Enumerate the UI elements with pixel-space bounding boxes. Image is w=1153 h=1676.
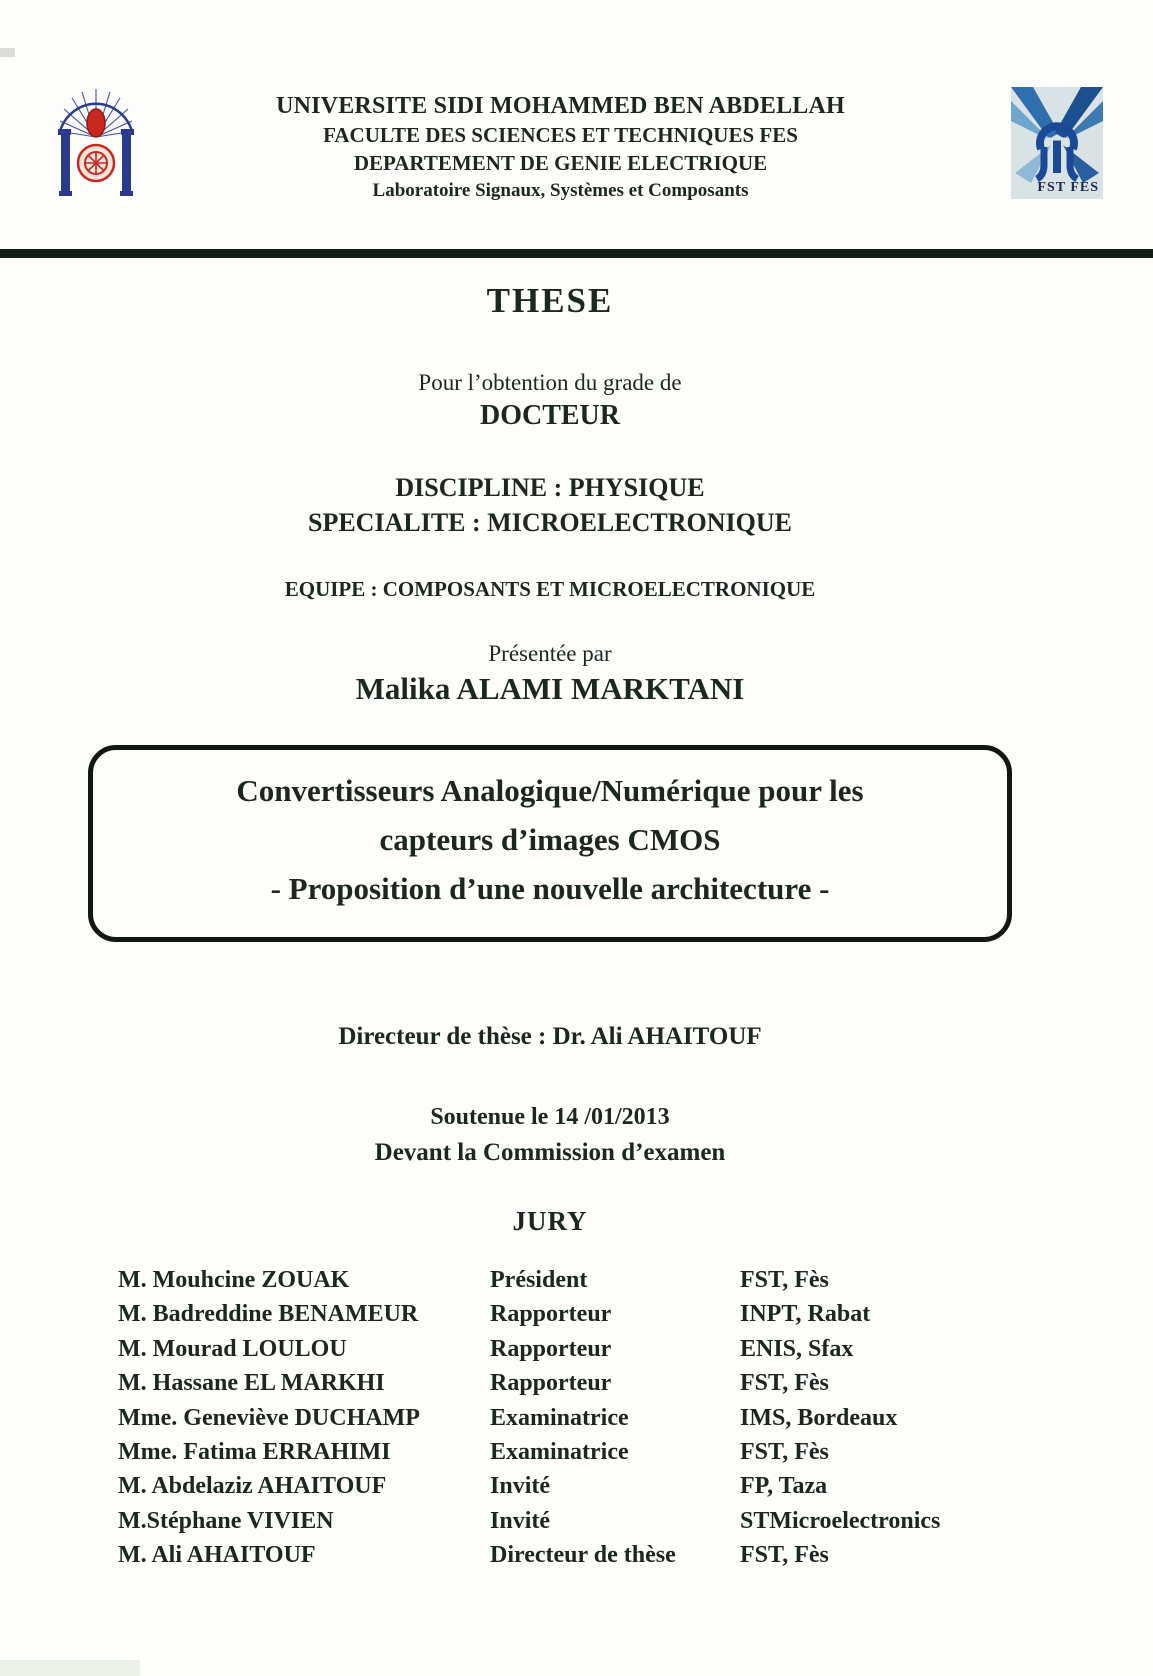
laboratory-name: Laboratoire Signaux, Systèmes et Composants: [372, 180, 749, 201]
thesis-title-line: Convertisseurs Analogique/Numérique pour les: [236, 773, 864, 808]
author-name: Malika ALAMI MARKTANI: [355, 671, 745, 706]
thesis-title-line: capteurs d’images CMOS: [379, 822, 721, 857]
grade: DOCTEUR: [479, 400, 620, 431]
jury-member-affiliation: STMicroelectronics: [740, 1507, 941, 1534]
thesis-heading: THESE: [486, 281, 614, 320]
jury-member-role: Invité: [490, 1473, 550, 1500]
jury-member-role: Examinatrice: [490, 1404, 629, 1431]
jury-member-role: Rapporteur: [490, 1301, 612, 1328]
thesis-title-line: - Proposition d’une nouvelle architecture -: [270, 871, 830, 906]
jury-member-name: Mme. Fatima ERRAHIMI: [118, 1439, 391, 1466]
presented-by-label: Présentée par: [488, 641, 612, 666]
institution-block: [140, 85, 1011, 202]
specialty-line: SPECIALITE : MICROELECTRONIQUE: [308, 508, 792, 537]
fst-fes-logo-icon: [1011, 87, 1103, 199]
team-line: EQUIPE : COMPOSANTS ET MICROELECTRONIQUE: [284, 577, 816, 601]
jury-heading: JURY: [512, 1206, 588, 1236]
university-emblem-icon: [52, 85, 140, 203]
jury-member-name: M. Mouhcine ZOUAK: [118, 1267, 350, 1293]
department-name: DEPARTEMENT DE GENIE ELECTRIQUE: [353, 151, 768, 175]
grade-intro: Pour l’obtention du grade de: [418, 370, 682, 395]
jury-member-name: Mme. Geneviève DUCHAMP: [118, 1404, 420, 1431]
jury-member-name: M. Mourad LOULOU: [118, 1335, 347, 1362]
jury-member-role: Rapporteur: [490, 1370, 612, 1397]
fst-fes-logo-caption: FST FES: [1037, 180, 1099, 195]
header-separator-rule: [0, 249, 1153, 258]
jury-member-affiliation: IMS, Bordeaux: [740, 1404, 898, 1431]
thesis-title-box: [88, 745, 1012, 942]
jury-member-name: M. Abdelaziz AHAITOUF: [118, 1473, 387, 1500]
discipline-line: DISCIPLINE : PHYSIQUE: [395, 473, 705, 502]
jury-member-affiliation: FP, Taza: [740, 1473, 828, 1500]
scan-smudge: [0, 1660, 140, 1676]
supervisor-line: Directeur de thèse : Dr. Ali AHAITOUF: [338, 1023, 762, 1050]
jury-member-role: Invité: [490, 1507, 550, 1534]
jury-member-affiliation: FST, Fès: [740, 1542, 829, 1569]
faculty-name: FACULTE DES SCIENCES ET TECHNIQUES FES: [323, 123, 798, 147]
jury-table: [118, 1263, 1113, 1573]
jury-member-affiliation: FST, Fès: [740, 1439, 829, 1466]
jury-member-affiliation: ENIS, Sfax: [740, 1335, 854, 1362]
university-name: UNIVERSITE SIDI MOHAMMED BEN ABDELLAH: [276, 93, 845, 119]
jury-member-role: Examinatrice: [490, 1439, 629, 1466]
jury-member-role: Directeur de thèse: [490, 1542, 676, 1569]
jury-member-role: Rapporteur: [490, 1335, 612, 1362]
page-header: [52, 85, 1103, 203]
jury-member-name: M. Ali AHAITOUF: [118, 1542, 316, 1569]
jury-member-affiliation: FST, Fès: [740, 1267, 829, 1293]
commission-line: Devant la Commission d’examen: [374, 1139, 726, 1166]
jury-member-name: M. Badreddine BENAMEUR: [118, 1301, 419, 1328]
jury-member-role: Président: [490, 1267, 588, 1293]
jury-member-affiliation: FST, Fès: [740, 1370, 829, 1397]
jury-member-name: M. Hassane EL MARKHI: [118, 1370, 385, 1397]
jury-member-affiliation: INPT, Rabat: [740, 1301, 871, 1328]
scan-artifact: [0, 48, 15, 57]
defense-date-line: Soutenue le 14 /01/2013: [430, 1104, 670, 1130]
jury-member-name: M.Stéphane VIVIEN: [118, 1507, 334, 1534]
